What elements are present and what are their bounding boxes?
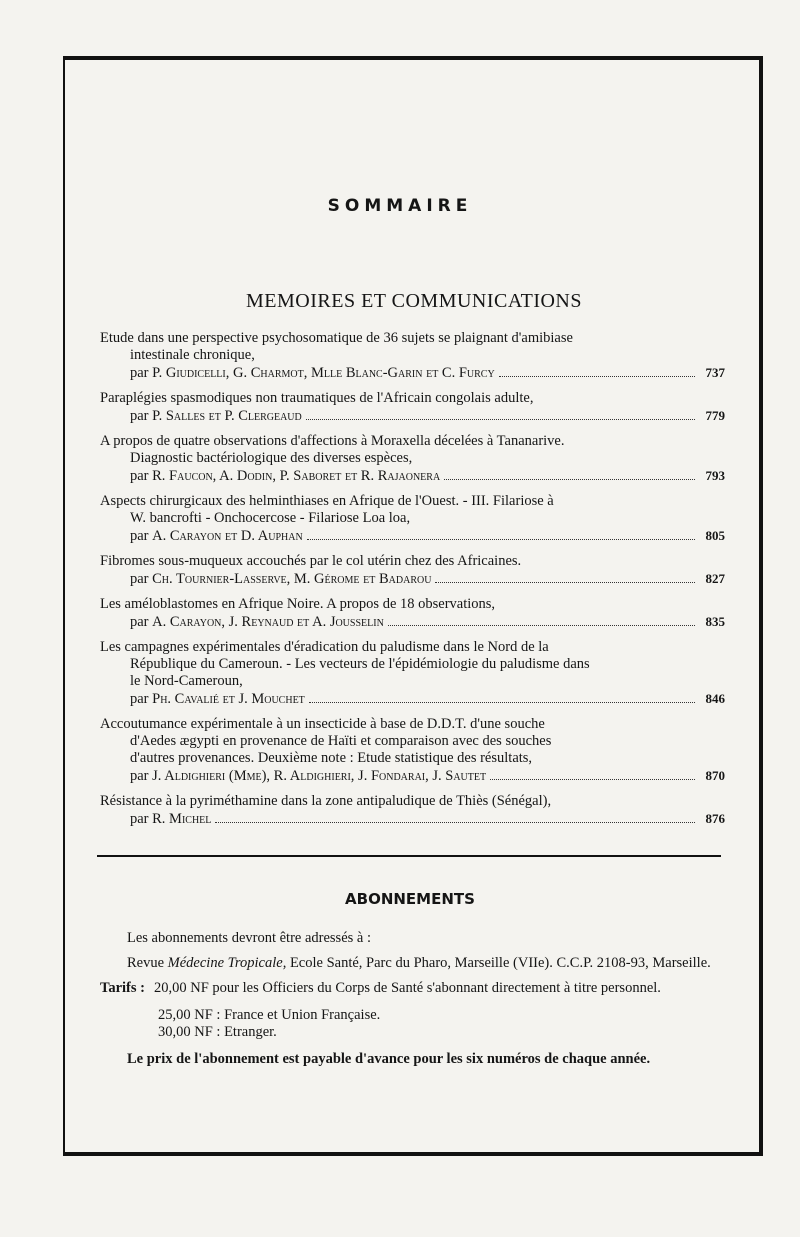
entry-title: Accoutumance expérimentale à un insecticide à base de D.D.T. d'une souche	[100, 716, 545, 732]
entry-page-number: 793	[705, 468, 725, 483]
list-item	[100, 596, 725, 631]
par-label: par	[130, 614, 149, 630]
dot-leader	[215, 822, 695, 823]
tarifs-row	[100, 980, 725, 997]
entry-page-number: 846	[705, 691, 725, 706]
list-item	[100, 793, 725, 828]
entry-page-number: 835	[705, 614, 725, 629]
rate-abroad: 30,00 NF : Etranger.	[158, 1024, 277, 1040]
par-label: par	[130, 811, 149, 827]
entry-title: Les campagnes expérimentales d'éradication du paludisme dans le Nord de la	[100, 639, 549, 655]
entry-authors: P. Salles et P. Clergeaud	[152, 408, 302, 424]
rates-list	[100, 1007, 725, 1041]
entry-title: A propos de quatre observations d'affections à Moraxella décelées à Tananarive.	[100, 433, 565, 449]
list-item	[100, 553, 725, 588]
entry-page-number: 737	[705, 365, 725, 380]
par-label: par	[130, 571, 149, 587]
entry-page-number: 827	[705, 571, 725, 586]
subscriptions-block	[100, 930, 725, 1076]
entry-authors: J. Aldighieri (Mme), R. Aldighieri, J. Fondarai, J. Sautet	[152, 768, 487, 784]
list-item	[100, 390, 725, 425]
entry-title: Les améloblastomes en Afrique Noire. A propos de 18 observations,	[100, 596, 496, 612]
entry-title: Paraplégies spasmodiques non traumatiques de l'Africain congolais adulte,	[100, 390, 534, 406]
par-label: par	[130, 691, 149, 707]
payment-note: Le prix de l'abonnement est payable d'avance pour les six numéros de chaque année.	[127, 1051, 651, 1067]
section-divider	[97, 855, 721, 857]
entry-authors: Ph. Cavalié et J. Mouchet	[152, 691, 305, 707]
list-item	[100, 639, 725, 708]
rate-france: 25,00 NF : France et Union Française.	[158, 1007, 381, 1023]
dot-leader	[307, 539, 695, 540]
entry-title: Résistance à la pyriméthamine dans la zone antipaludique de Thiès (Sénégal),	[100, 793, 552, 809]
subscriptions-address	[100, 955, 725, 972]
entry-page-number: 870	[705, 768, 725, 783]
dot-leader	[490, 779, 695, 780]
address-prefix: Revue	[127, 955, 168, 971]
entry-title: intestinale chronique,	[130, 347, 255, 363]
entry-title: République du Cameroun. - Les vecteurs de l'épidémiologie du paludisme dans	[130, 656, 590, 672]
entry-authors: Ch. Tournier-Lasserve, M. Gérome et Badarou	[152, 571, 432, 587]
tarifs-label: Tarifs :	[100, 980, 145, 996]
entry-authors: A. Carayon et D. Auphan	[152, 528, 303, 544]
entry-title: Aspects chirurgicaux des helminthiases en Afrique de l'Ouest. - III. Filariose à	[100, 493, 554, 509]
entry-title: W. bancrofti - Onchocercose - Filariose Loa loa,	[130, 510, 411, 526]
par-label: par	[130, 768, 149, 784]
list-item	[100, 493, 725, 545]
list-item	[100, 716, 725, 785]
tarifs-text: 20,00 NF pour les Officiers du Corps de Santé s'abonnant directement à titre personnel.	[154, 980, 661, 996]
entry-title: Fibromes sous-muqueux accouchés par le col utérin chez des Africaines.	[100, 553, 522, 569]
entry-authors: R. Faucon, A. Dodin, P. Saboret et R. Rajaonera	[152, 468, 441, 484]
entry-title: Diagnostic bactériologique des diverses espèces,	[130, 450, 413, 466]
journal-name: Médecine Tropicale,	[167, 955, 287, 971]
entry-page-number: 876	[705, 811, 725, 826]
entry-title: le Nord-Cameroun,	[130, 673, 243, 689]
par-label: par	[130, 408, 149, 424]
entry-page-number: 779	[705, 408, 725, 423]
dot-leader	[435, 582, 695, 583]
dot-leader	[388, 625, 695, 626]
entry-authors: R. Michel	[152, 811, 212, 827]
section-title: MEMOIRES ET COMMUNICATIONS	[246, 290, 582, 312]
entry-authors: A. Carayon, J. Reynaud et A. Jousselin	[152, 614, 384, 630]
entry-authors: P. Giudicelli, G. Charmot, Mlle Blanc-Garin et C. Furcy	[152, 365, 495, 381]
list-item	[100, 433, 725, 485]
table-of-contents	[100, 330, 725, 836]
par-label: par	[130, 528, 149, 544]
entry-title: Etude dans une perspective psychosomatique de 36 sujets se plaignant d'amibiase	[100, 330, 573, 346]
entry-title: d'autres provenances. Deuxième note : Etude statistique des résultats,	[130, 750, 533, 766]
subscriptions-title: ABONNEMENTS	[345, 890, 475, 908]
par-label: par	[130, 365, 149, 381]
dot-leader	[309, 702, 695, 703]
par-label: par	[130, 468, 149, 484]
subscriptions-intro: Les abonnements devront être adressés à :	[127, 930, 371, 946]
entry-page-number: 805	[705, 528, 725, 543]
dot-leader	[306, 419, 695, 420]
dot-leader	[444, 479, 695, 480]
address-text: Ecole Santé, Parc du Pharo, Marseille (VIIe). C.C.P. 2108-93, Marseille.	[286, 955, 711, 971]
page-title: SOMMAIRE	[327, 196, 473, 216]
entry-title: d'Aedes ægypti en provenance de Haïti et comparaison avec des souches	[130, 733, 552, 749]
list-item	[100, 330, 725, 382]
dot-leader	[499, 376, 695, 377]
